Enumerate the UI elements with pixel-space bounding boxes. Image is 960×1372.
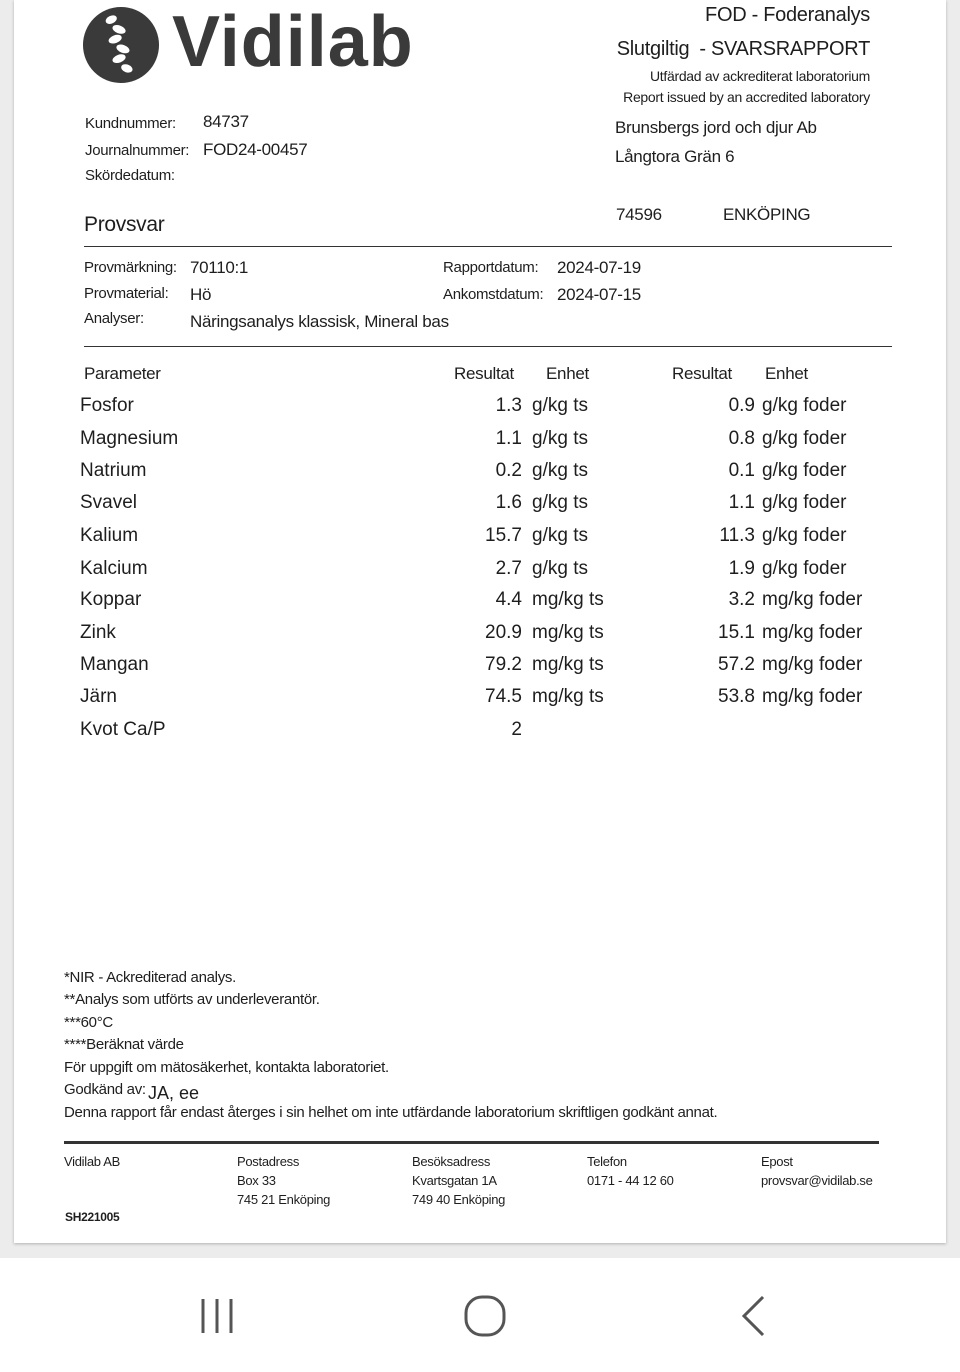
report-title: - SVARSRAPPORT (699, 38, 870, 60)
epost-value: provsvar@vidilab.se (761, 1173, 873, 1188)
result-ts: 74.5 (485, 686, 522, 707)
besoksadress-label: Besöksadress (412, 1154, 491, 1169)
issued-en: Report issued by an accredited laboratory (623, 89, 870, 105)
result-foder: 0.1 (728, 460, 755, 481)
rapportdatum-value: 2024-07-19 (557, 258, 641, 277)
note-nir: *NIR - Ackrediterad analys. (64, 969, 236, 986)
unit-ts: g/kg ts (532, 428, 588, 449)
result-foder: 57.2 (718, 654, 755, 675)
note-subcontractor: **Analys som utförts av underleverantör. (64, 991, 320, 1008)
unit-ts: mg/kg ts (532, 589, 604, 610)
provmarkning-value: 70110:1 (190, 258, 249, 277)
approved-by: JA, ee (148, 1083, 200, 1103)
result-foder: 1.1 (728, 492, 755, 513)
result-ts: 2 (511, 719, 522, 740)
analyser-label: Analyser: (84, 310, 144, 327)
kundnummer-label: Kundnummer: (85, 115, 176, 132)
journalnummer-value: FOD24-00457 (203, 140, 308, 159)
result-ts: 1.1 (495, 428, 522, 449)
vidilab-logo-icon (82, 6, 160, 84)
unit-foder: mg/kg foder (762, 654, 863, 675)
unit-foder: g/kg foder (762, 558, 847, 579)
provmaterial-value: Hö (190, 285, 212, 304)
col-header-result-ts: Resultat (454, 364, 514, 383)
note-disclaimer: Denna rapport får endast återges i sin helhet om inte utfärdande laboratorium skriftligen godkänt annat. (64, 1104, 718, 1121)
result-ts: 15.7 (485, 525, 522, 546)
unit-foder: mg/kg foder (762, 686, 863, 707)
home-button[interactable] (445, 1286, 525, 1346)
result-foder: 1.9 (728, 558, 755, 579)
footer-divider (64, 1141, 879, 1144)
postadress-line2: 745 21 Enköping (237, 1192, 331, 1207)
postadress-label: Postadress (237, 1154, 300, 1169)
customer-city: ENKÖPING (723, 205, 811, 224)
customer-name: Brunsbergs jord och djur Ab (615, 118, 817, 137)
footer-postadress (237, 1152, 330, 1209)
approved-label: Godkänd av: (64, 1081, 146, 1098)
result-ts: 1.6 (495, 492, 522, 513)
besoksadress-line2: 749 40 Enköping (412, 1192, 506, 1207)
brand-name: Vidilab (172, 2, 414, 82)
home-icon (463, 1294, 507, 1338)
company-name: Vidilab AB (64, 1154, 121, 1169)
recent-apps-button[interactable] (177, 1286, 257, 1346)
analyser-value: Näringsanalys klassisk, Mineral bas (190, 312, 449, 331)
provmarkning-label: Provmärkning: (84, 259, 177, 276)
unit-ts: g/kg ts (532, 492, 588, 513)
unit-ts: g/kg ts (532, 460, 588, 481)
param-name: Zink (80, 622, 116, 643)
ankomstdatum-value: 2024-07-15 (557, 285, 641, 304)
unit-foder: mg/kg foder (762, 589, 863, 610)
col-header-result-foder: Resultat (672, 364, 732, 383)
unit-foder: g/kg foder (762, 525, 847, 546)
param-name: Kalcium (80, 558, 148, 579)
note-calculated: ****Beräknat värde (64, 1036, 184, 1053)
result-foder: 3.2 (728, 589, 755, 610)
footer-company (64, 1152, 120, 1171)
unit-ts: g/kg ts (532, 525, 588, 546)
kundnummer-value: 84737 (203, 112, 249, 131)
section-title: Provsvar (84, 213, 165, 236)
param-name: Mangan (80, 654, 149, 675)
recent-apps-icon (197, 1296, 237, 1336)
report-status-line (617, 38, 870, 61)
result-foder: 53.8 (718, 686, 755, 707)
unit-foder: g/kg foder (762, 460, 847, 481)
unit-ts: g/kg ts (532, 558, 588, 579)
report-status: Slutgiltig (616, 38, 690, 60)
note-uncertainty: För uppgift om mätosäkerhet, kontakta laboratoriet. (64, 1059, 389, 1076)
unit-ts: mg/kg ts (532, 686, 604, 707)
customer-postcode: 74596 (616, 205, 662, 224)
unit-ts: mg/kg ts (532, 622, 604, 643)
issued-sv: Utfärdad av ackrediterat laboratorium (649, 68, 870, 84)
note-temperature: ***60°C (64, 1014, 113, 1031)
navigation-bar (0, 1258, 960, 1372)
result-foder: 0.9 (728, 395, 755, 416)
result-ts: 4.4 (495, 589, 522, 610)
skordedatum-label: Skördedatum: (85, 167, 175, 184)
rapportdatum-label: Rapportdatum: (443, 259, 539, 276)
result-foder: 0.8 (728, 428, 755, 449)
param-name: Svavel (80, 492, 138, 513)
result-ts: 1.3 (495, 395, 522, 416)
doc-code: SH221005 (65, 1210, 120, 1224)
provmaterial-label: Provmaterial: (84, 285, 169, 302)
back-icon (739, 1294, 769, 1338)
result-ts: 2.7 (495, 558, 522, 579)
footer-besoksadress (412, 1152, 505, 1209)
param-name: Järn (80, 686, 117, 707)
param-name: Natrium (80, 460, 147, 481)
epost-label: Epost (761, 1154, 793, 1169)
col-header-parameter: Parameter (84, 364, 161, 383)
unit-foder: g/kg foder (762, 395, 847, 416)
customer-street: Långtora Grän 6 (615, 147, 735, 166)
unit-ts: g/kg ts (532, 395, 588, 416)
telefon-value: 0171 - 44 12 60 (587, 1173, 674, 1188)
report-type: FOD - Foderanalys (705, 4, 870, 26)
param-name: Fosfor (80, 395, 134, 416)
footer-telefon (587, 1152, 674, 1190)
param-name: Kvot Ca/P (80, 719, 166, 740)
journalnummer-label: Journalnummer: (85, 142, 190, 159)
result-ts: 0.2 (495, 460, 522, 481)
col-header-unit-foder: Enhet (765, 364, 808, 383)
param-name: Magnesium (80, 428, 179, 449)
report-page (14, 0, 946, 1243)
back-button[interactable] (714, 1286, 794, 1346)
col-header-unit-ts: Enhet (546, 364, 589, 383)
besoksadress-line1: Kvartsgatan 1A (412, 1173, 497, 1188)
result-foder: 11.3 (719, 525, 755, 546)
result-ts: 20.9 (485, 622, 522, 643)
footer-epost (761, 1152, 873, 1190)
divider (84, 346, 892, 347)
unit-foder: g/kg foder (762, 492, 847, 513)
result-ts: 79.2 (485, 654, 522, 675)
divider (84, 246, 892, 247)
ankomstdatum-label: Ankomstdatum: (443, 286, 544, 303)
unit-foder: mg/kg foder (762, 622, 863, 643)
postadress-line1: Box 33 (237, 1173, 276, 1188)
result-foder: 15.1 (718, 622, 755, 643)
param-name: Kalium (80, 525, 139, 546)
unit-foder: g/kg foder (762, 428, 847, 449)
param-name: Koppar (80, 589, 142, 610)
unit-ts: mg/kg ts (532, 654, 604, 675)
telefon-label: Telefon (587, 1154, 627, 1169)
